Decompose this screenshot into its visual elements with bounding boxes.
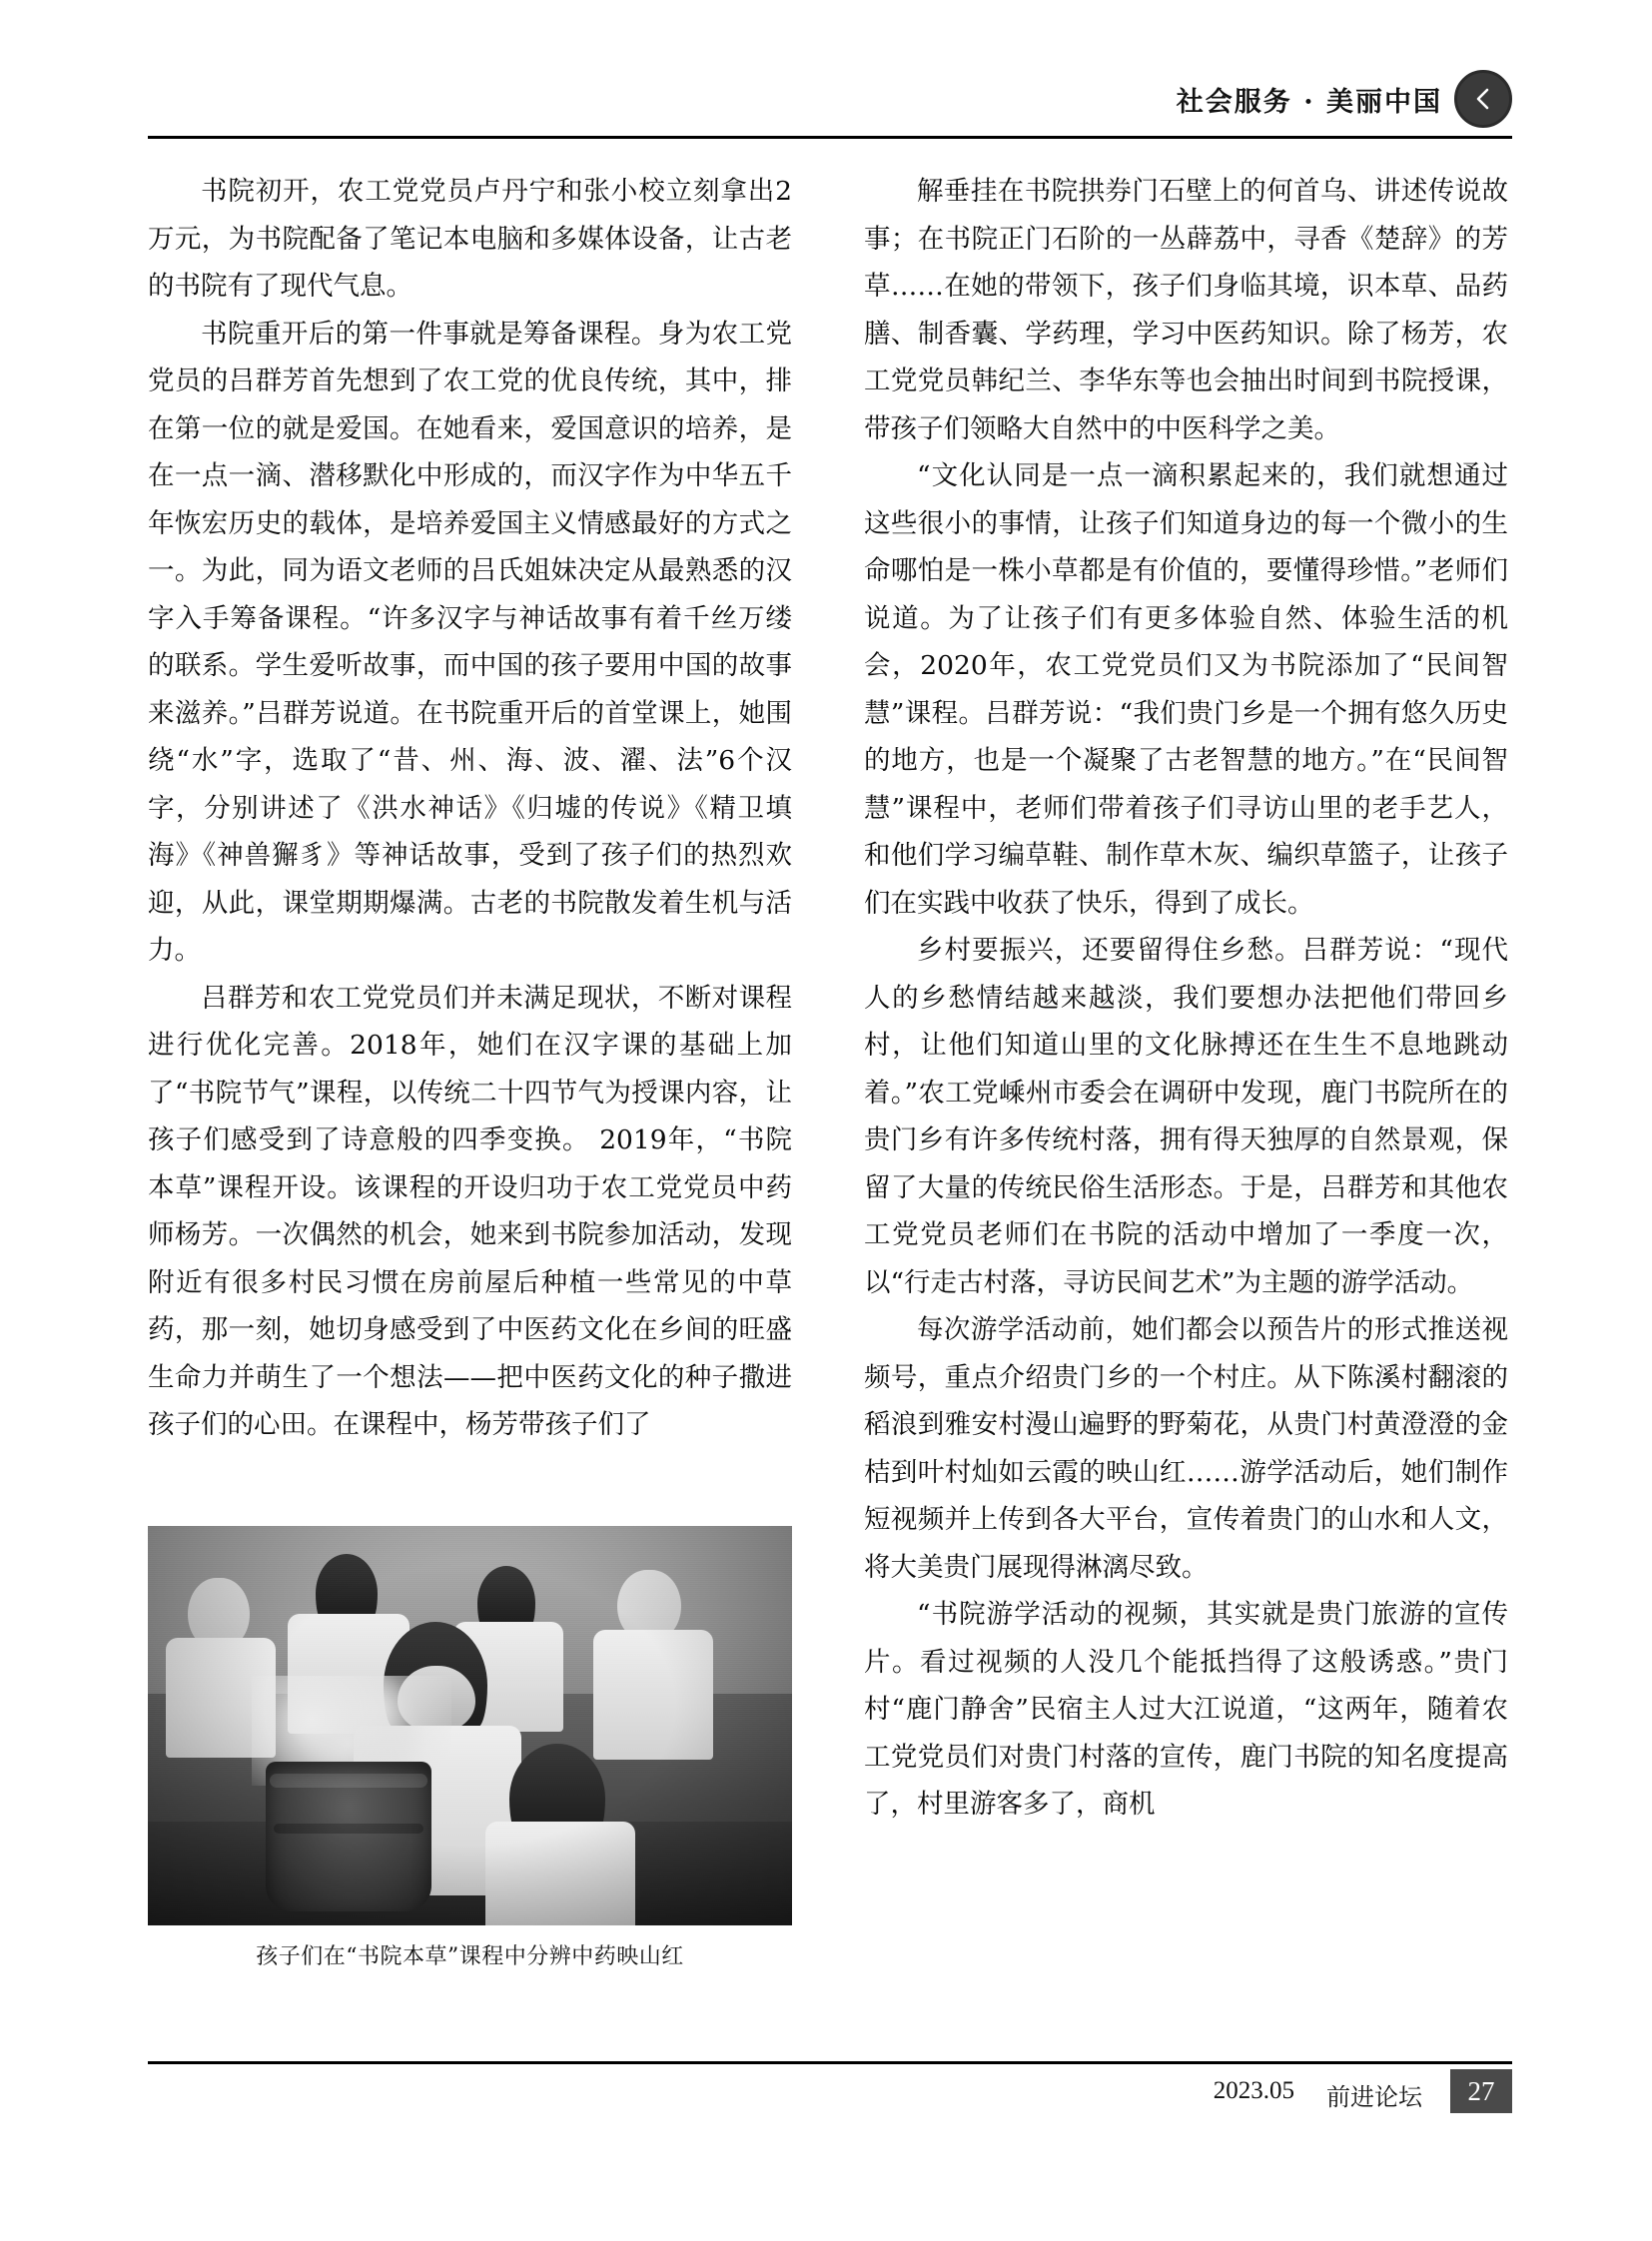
left-arrow-circle-icon: [1454, 70, 1512, 128]
issue-date: 2023.05: [1213, 2077, 1294, 2104]
page-number: 27: [1450, 2069, 1512, 2113]
magazine-name: 前进论坛: [1326, 2083, 1422, 2111]
paragraph: 书院初开，农工党党员卢丹宁和张小校立刻拿出2万元，为书院配备了笔记本电脑和多媒体设备，让古老的书院有了现代气息。: [148, 176, 792, 302]
paragraph: “书院游学活动的视频，其实就是贵门旅游的宣传片。看过视频的人没几个能抵挡得了这般诱惑。”贵门村“鹿门静舍”民宿主人过大江说道，“这两年，随着农工党党员们对贵门村落的宣传，鹿门书院的知名度提高了，村里游客多了，商机: [864, 1599, 1508, 1820]
header-section-title: 社会服务 · 美丽中国: [1176, 87, 1442, 118]
header-divider: [148, 136, 1512, 139]
classroom-photo: [148, 1526, 792, 1925]
figure-caption: 孩子们在“书院本草”课程中分辨中药映山红: [256, 1944, 684, 1969]
paragraph: 乡村要振兴，还要留得住乡愁。吕群芳说：“现代人的乡愁情结越来越淡，我们要想办法把他们带回乡村，让他们知道山里的文化脉搏还在生生不息地跳动着。”农工党嵊州市委会在调研中发现，鹿门书院所在的贵门乡有许多传统村落，拥有得天独厚的自然景观，保留了大量的传统民俗生活形态。于是，吕群芳和其他农工党党员老师们在书院的活动中增加了一季度一次，以“行走古村落，寻访民间艺术”为主题的游学活动。: [864, 935, 1508, 1298]
paragraph: 吕群芳和农工党党员们并未满足现状，不断对课程进行优化完善。2018年，她们在汉字课的基础上加了“书院节气”课程，以传统二十四节气为授课内容，让孩子们感受到了诗意般的四季变换。 2019年，“书院本草”课程开设。该课程的开设归功于农工党党员中药师杨芳。一次偶然的机会，她来到书院参加活动，发现附近有很多村民习惯在房前屋后种植一些常见的中草药，那一刻，她切身感受到了中医药文化在乡间的旺盛生命力并萌生了一个想法——把中医药文化的种子撒进孩子们的心田。在课程中，杨芳带孩子们了: [148, 982, 792, 1440]
page-footer: [148, 2061, 1512, 2121]
figure: [148, 1526, 792, 1970]
footer-divider: [148, 2061, 1512, 2064]
right-column: [864, 168, 1508, 1829]
paragraph: 每次游学活动前，她们都会以预告片的形式推送视频号，重点介绍贵门乡的一个村庄。从下陈溪村翻滚的稻浪到雅安村漫山遍野的野菊花，从贵门村黄澄澄的金桔到叶村灿如云霞的映山红……游学活动后，她们制作短视频并上传到各大平台，宣传着贵门的山水和人文，将大美贵门展现得淋漓尽致。: [864, 1314, 1508, 1583]
paragraph: 解垂挂在书院拱券门石壁上的何首乌、讲述传说故事；在书院正门石阶的一丛薜荔中，寻香《楚辞》的芳草……在她的带领下，孩子们身临其境，识本草、品药膳、制香囊、学药理，学习中医药知识。除了杨芳，农工党党员韩纪兰、李华东等也会抽出时间到书院授课，带孩子们领略大自然中的中医科学之美。: [864, 176, 1508, 444]
paragraph: “文化认同是一点一滴积累起来的，我们就想通过这些很小的事情，让孩子们知道身边的每一个微小的生命哪怕是一株小草都是有价值的，要懂得珍惜。”老师们说道。为了让孩子们有更多体验自然、体验生活的机会，2020年，农工党党员们又为书院添加了“民间智慧”课程。吕群芳说：“我们贵门乡是一个拥有悠久历史的地方，也是一个凝聚了古老智慧的地方。”在“民间智慧”课程中，老师们带着孩子们寻访山里的老手艺人，和他们学习编草鞋、制作草木灰、编织草篮子，让孩子们在实践中收获了快乐，得到了成长。: [864, 460, 1508, 919]
page-header: [148, 78, 1512, 138]
left-column: [148, 168, 792, 1449]
paragraph: 书院重开后的第一件事就是筹备课程。身为农工党党员的吕群芳首先想到了农工党的优良传统，其中，排在第一位的就是爱国。在她看来，爱国意识的培养，是在一点一滴、潜移默化中形成的，而汉字作为中华五千年恢宏历史的载体，是培养爱国主义情感最好的方式之一。为此，同为语文老师的吕氏姐妹决定从最熟悉的汉字入手筹备课程。“许多汉字与神话故事有着千丝万缕的联系。学生爱听故事，而中国的孩子要用中国的故事来滋养。”吕群芳说道。在书院重开后的首堂课上，她围绕“水”字，选取了“昔、州、海、波、濯、法”6个汉字，分别讲述了《洪水神话》《归墟的传说》《精卫填海》《神兽獬豸》等神话故事，受到了孩子们的热烈欢迎，从此，课堂期期爆满。古老的书院散发着生机与活力。: [148, 318, 792, 966]
